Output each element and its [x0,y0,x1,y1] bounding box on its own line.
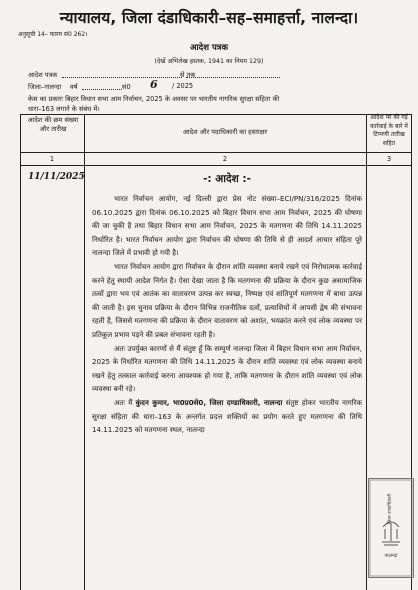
order-paragraph-3: अतः उपर्युक्त कारणों से मैं संतुष्ट हूँ कि सम्पूर्ण नालन्दा जिला में बिहार विधान सभा आम निर्वाचन, 2025 के निर्धारित मतगणना की तिथि 14.11.2025 के दौरान शांति व्यवस्था एवं लोक व्यवस्था बनाये रखने हेतु तत्काल कार्रवाई करना आवश्यक हो गया है, ताकि मतगणना के दौरान शांति व्यवस्था एवं लोक व्यवस्था बनी रहे। [92,343,362,394]
case-type-line-2: धारा–163 लगाने के संबंध में। [28,105,100,113]
entry-date: 11/11/2025 [28,172,85,182]
from-dotted-line [62,77,182,78]
column-1-number: 1 [49,155,55,163]
district-suffix: वर्ष [70,83,78,91]
column-3-header: आदेश पर की गई कार्रवाई के बारे में टिप्पणी तारीख सहित [370,114,408,147]
order-paragraph-1: भारत निर्वाचन आयोग, नई दिल्ली द्वारा प्रेस नोट संख्या–ECI/PN/316/2025 दिनांक 06.10.2025 द्वारा दिनांक 06.10.2025 को बिहार विधान सभा आम निर्वाचन, 2025 की घोषणा की जा चुकी है तथा बिहार विधान सभा आम निर्वाचन, 2025 के मतगणना की तिथि 14.11.2025 निर्धारित है। भारत निर्वाचन आयोग द्वारा निर्वाचन की घोषणा की तिथि से ही आदर्श आचार संहिता पूरे नालन्दा जिले में प्रभावी हो गयी है। [92,194,362,258]
order-paragraph-2: भारत निर्वाचन आयोग द्वारा निर्वाचन के दौरान शांति व्यवस्था बनाये रखने एवं निरोधात्मक कार्रवाई करने हेतु स्थायी आदेश निर्गत है। ऐसा देखा जाता है कि मतगणना की प्रक्रिया के दौरान कुछ असामाजिक तत्वों द्वारा भय एवं आतंक का वातावरण उत्पन्न कर स्वच्छ, निष्पक्ष एवं शांतिपूर्ण मतगणना में बाधा उत्पन्न की जाती है। इस चुनाव प्रक्रिया के दौरान विभिन्न राजनीतिक दलों, प्रत्याशियों में आपसी द्वेष की संभावना रहती है, जिससे मतगणना की प्रक्रिया के दौरान वातावरण को अशांत, भयक्रांत करने एवं लोक व्यवस्था पर प्रतिकूल प्रभाव पड़ने की प्रबल संभावना रहती है। [92,261,362,339]
order-body [92,192,362,437]
schedule-line: अनुसूची 14– फारम सं0 262। [18,31,88,38]
column-2-number: 2 [222,155,228,163]
officer-name: कुंदन कुमार, भा0प्र0से0, जिला दण्डाधिकारी, नालन्दा [135,397,283,407]
number-label: सं0 [122,83,131,91]
from-to-label: से तक [180,71,196,79]
rule-reference: (देखें अभिलेख हस्तक, 1941 का नियम 129) [154,58,264,65]
to-dotted-line [186,77,280,78]
district-dotted-line [82,89,122,90]
table-header-divider [20,152,412,153]
order-heading: -: आदेश :- [203,173,251,185]
seal-text-top: जिला दण्डाधिकारी [388,493,393,525]
court-title: न्यायालय, जिला दंडाधिकारी–सह–समाहर्त्ता, नालन्दा। [59,9,359,27]
seal-emblem [369,479,413,577]
form-name: आदेश पत्रक [190,43,228,53]
table-top-border [20,114,412,115]
column-3-number: 3 [386,155,392,163]
district-label: जिला–नालन्दा [28,83,62,91]
table-number-divider [20,165,412,166]
seal-text-bottom: नालन्दा [384,553,398,559]
order-paragraph-4 [92,396,362,437]
paragraph-4-rest: संतुष्ट होकर भारतीय नागरिक सुरक्षा संहिता की धारा–163 के अन्तर्गत प्रदत्त शक्तियों का प्रयोग करते हुए मतगणना की तिथि 14.11.2025 को मतगणना स्थल, नालन्दा [92,397,362,435]
year-value: / 2025 [172,82,194,90]
table-col-divider-2 [366,114,367,590]
handwritten-number: 6 [150,78,158,91]
table-left-border [20,114,21,590]
official-seal-stamp [368,478,414,578]
case-type-line-1: केस का प्रकारः बिहार विधान सभा आम निर्वाचन, 2025 के अवसर पर भारतीय नागरिक सुरक्षा संहिता की [28,95,280,103]
column-2-header: आदेश और पदाधिकारी का हस्ताक्षर [182,128,268,136]
column-1-header: आदेश की क्रम संख्या और तारीख [27,116,79,133]
table-col-divider-1 [84,114,85,590]
paragraph-4-lead: अतः मैं [114,397,133,407]
order-sheet-label: आदेश पत्रक [28,71,58,79]
